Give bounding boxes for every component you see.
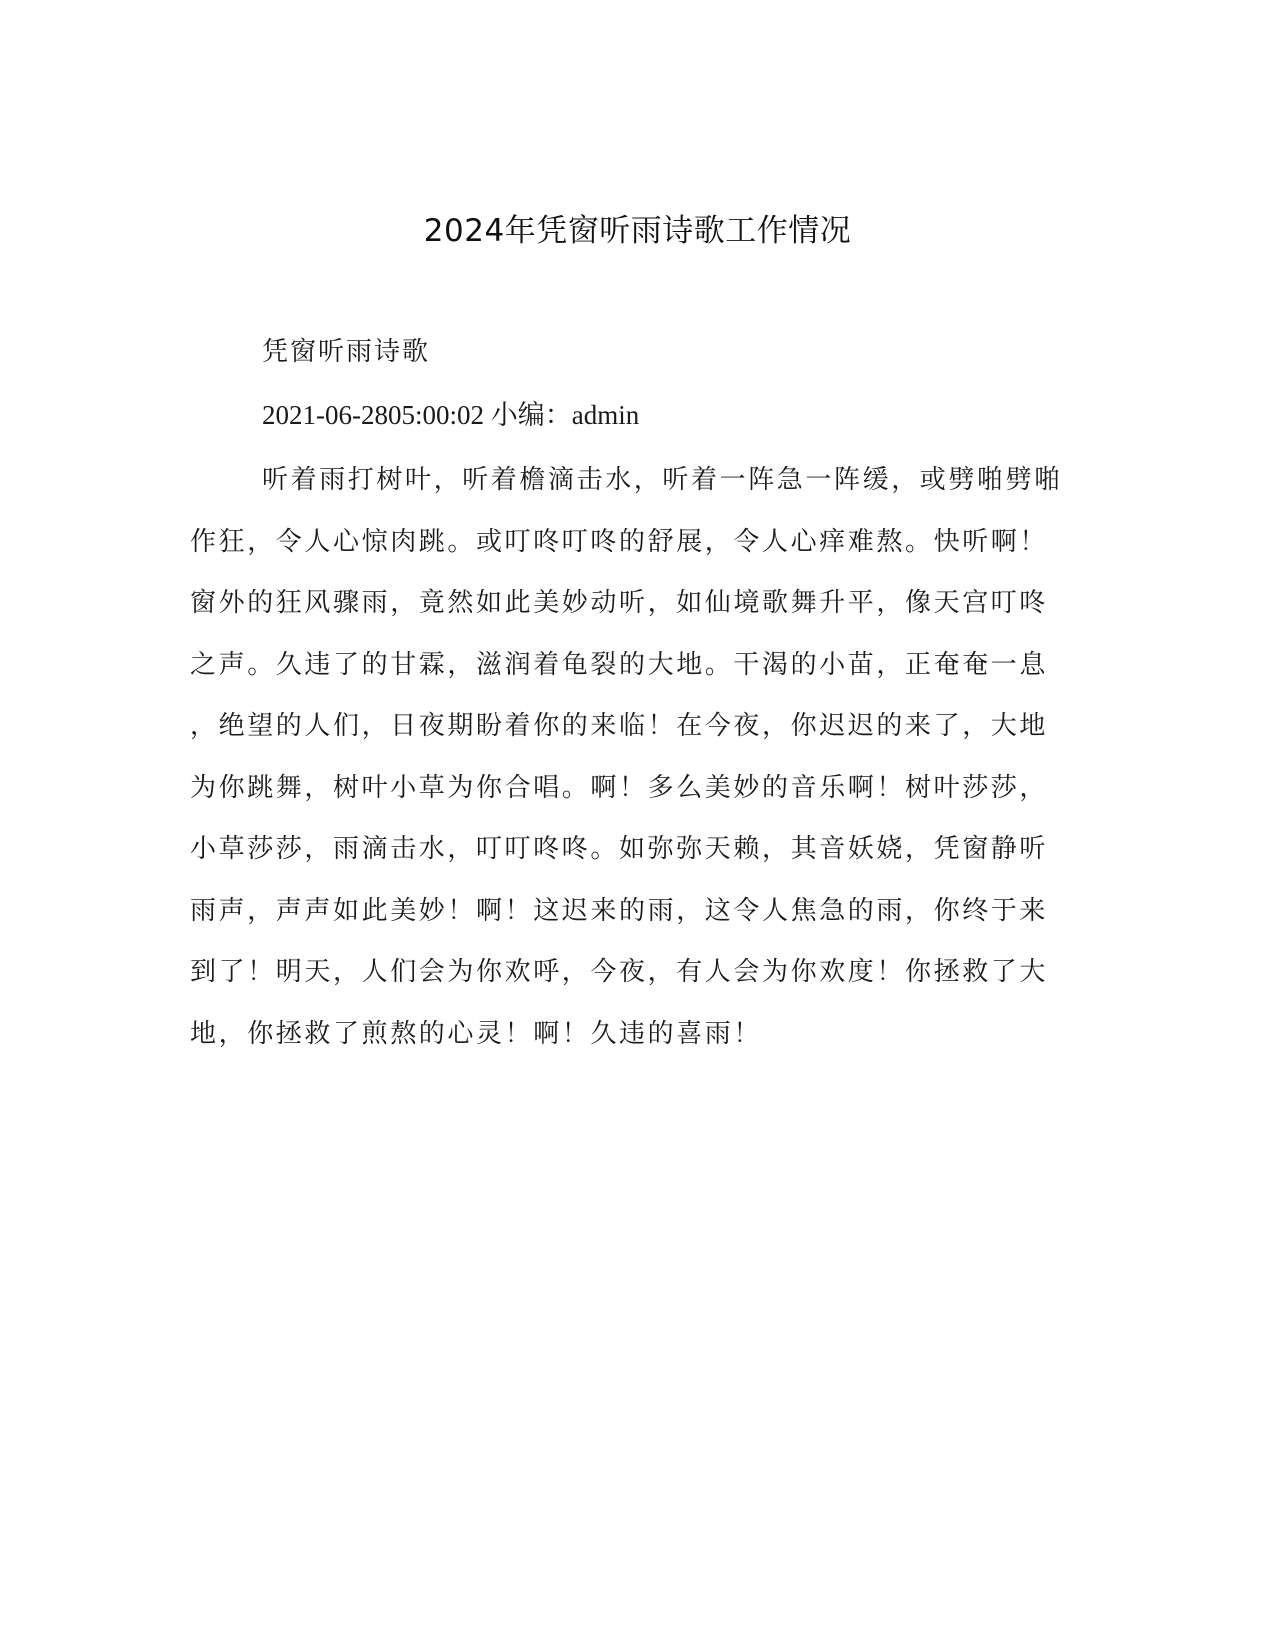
body-line: ，绝望的人们，日夜期盼着你的来临！在今夜，你迟迟的来了，大地 [190, 711, 1049, 741]
body-line: 作狂，令人心惊肉跳。或叮咚叮咚的舒展，令人心痒难熬。快听啊！ [190, 526, 1049, 557]
post-meta: 2021-06-2805:00:02 小编：admin [262, 400, 640, 430]
poem-title: 凭窗听雨诗歌 [262, 337, 431, 367]
body-line: 窗外的狂风骤雨，竟然如此美妙动听，如仙境歌舞升平，像天宫叮咚 [190, 588, 1049, 618]
body-line: 小草莎莎，雨滴击水，叮叮咚咚。如弥弥天赖，其音妖娆，凭窗静听 [190, 834, 1049, 864]
body-line: 为你跳舞，树叶小草为你合唱。啊！多么美妙的音乐啊！树叶莎莎， [190, 772, 1049, 803]
body-line: 之声。久违了的甘霖，滋润着龟裂的大地。干渴的小苗，正奄奄一息 [190, 649, 1049, 680]
document-title: 2024年凭窗听雨诗歌工作情况 [423, 213, 852, 249]
poem-body [190, 450, 1090, 1065]
body-line: 雨声，声声如此美妙！啊！这迟来的雨，这令人焦急的雨，你终于来 [190, 895, 1049, 926]
body-line: 到了！明天，人们会为你欢呼，今夜，有人会为你欢度！你拯救了大 [190, 957, 1049, 987]
body-line: 地，你拯救了煎熬的心灵！啊！久违的喜雨！ [190, 1018, 763, 1049]
body-line: 听着雨打树叶，听着檐滴击水，听着一阵急一阵缓，或劈啪劈啪 [262, 465, 1063, 495]
